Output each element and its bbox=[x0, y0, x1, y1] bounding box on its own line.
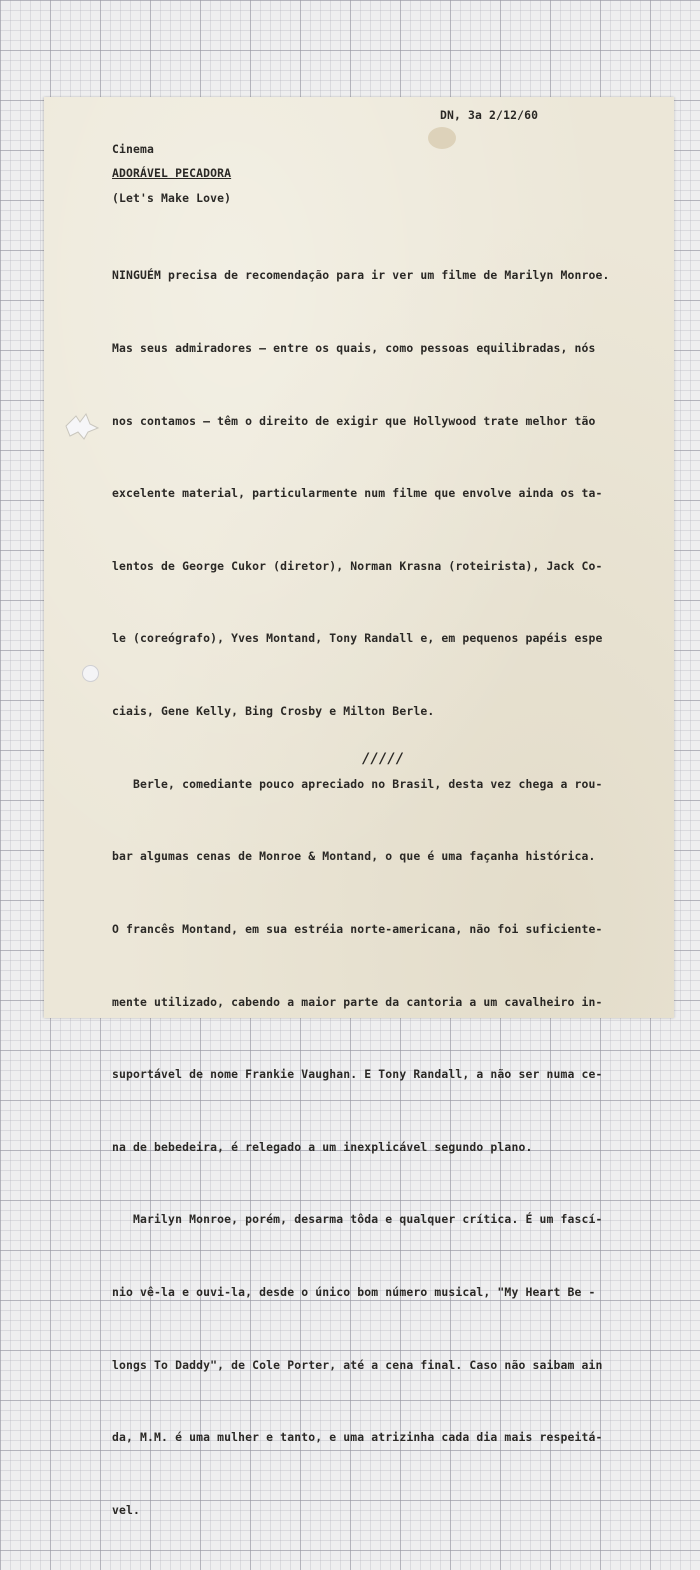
body-line: na de bebedeira, é relegado a um inexplicável segundo plano. bbox=[112, 1139, 533, 1154]
body-line: Berle, comediante pouco apreciado no Brasil, desta vez chega a rou- bbox=[112, 776, 603, 791]
body-line: da, M.M. é uma mulher e tanto, e uma atrizinha cada dia mais respeitá- bbox=[112, 1430, 603, 1445]
paper-tear-mark bbox=[64, 412, 100, 440]
section-label: Cinema bbox=[112, 142, 155, 156]
body-line: suportável de nome Frankie Vaughan. E Tony Randall, a não ser numa ce- bbox=[112, 1067, 603, 1082]
end-separator: ///// bbox=[362, 751, 405, 767]
body-line: mente utilizado, cabendo a maior parte da cantoria a um cavalheiro in- bbox=[112, 994, 603, 1009]
article-title: ADORÁVEL PECADORA bbox=[112, 166, 232, 180]
body-line: NINGUÉM precisa de recomendação para ir ver um filme de Marilyn Monroe. bbox=[112, 268, 610, 283]
body-line: nos contamos — têm o direito de exigir que Hollywood trate melhor tão bbox=[112, 413, 596, 428]
body-line: excelente material, particularmente num filme que envolve ainda os ta- bbox=[112, 486, 603, 501]
body-line: O francês Montand, em sua estréia norte-americana, não foi suficiente- bbox=[112, 921, 603, 936]
body-line: le (coreógrafo), Yves Montand, Tony Randall e, em pequenos papéis espe bbox=[112, 631, 603, 646]
dateline: DN, 3a 2/12/60 bbox=[440, 108, 539, 122]
article-subtitle: (Let's Make Love) bbox=[112, 191, 232, 205]
typewritten-page bbox=[44, 97, 674, 1517]
body-line: longs To Daddy", de Cole Porter, até a cena final. Caso não saibam ain bbox=[112, 1357, 603, 1372]
article-body bbox=[112, 215, 610, 1570]
body-line: ciais, Gene Kelly, Bing Crosby e Milton Berle. bbox=[112, 704, 435, 719]
body-line: nio vê-la e ouvi-la, desde o único bom número musical, "My Heart Be - bbox=[112, 1284, 596, 1299]
punch-hole bbox=[82, 665, 99, 682]
body-line: lentos de George Cukor (diretor), Norman Krasna (roteirista), Jack Co- bbox=[112, 558, 603, 573]
body-line: Marilyn Monroe, porém, desarma tôda e qualquer crítica. É um fascí- bbox=[112, 1212, 603, 1227]
paper-stain bbox=[428, 127, 456, 149]
body-line: Mas seus admiradores — entre os quais, como pessoas equilibradas, nós bbox=[112, 341, 596, 356]
body-line: bar algumas cenas de Monroe & Montand, o que é uma façanha histórica. bbox=[112, 849, 596, 864]
body-line: vel. bbox=[112, 1502, 141, 1517]
